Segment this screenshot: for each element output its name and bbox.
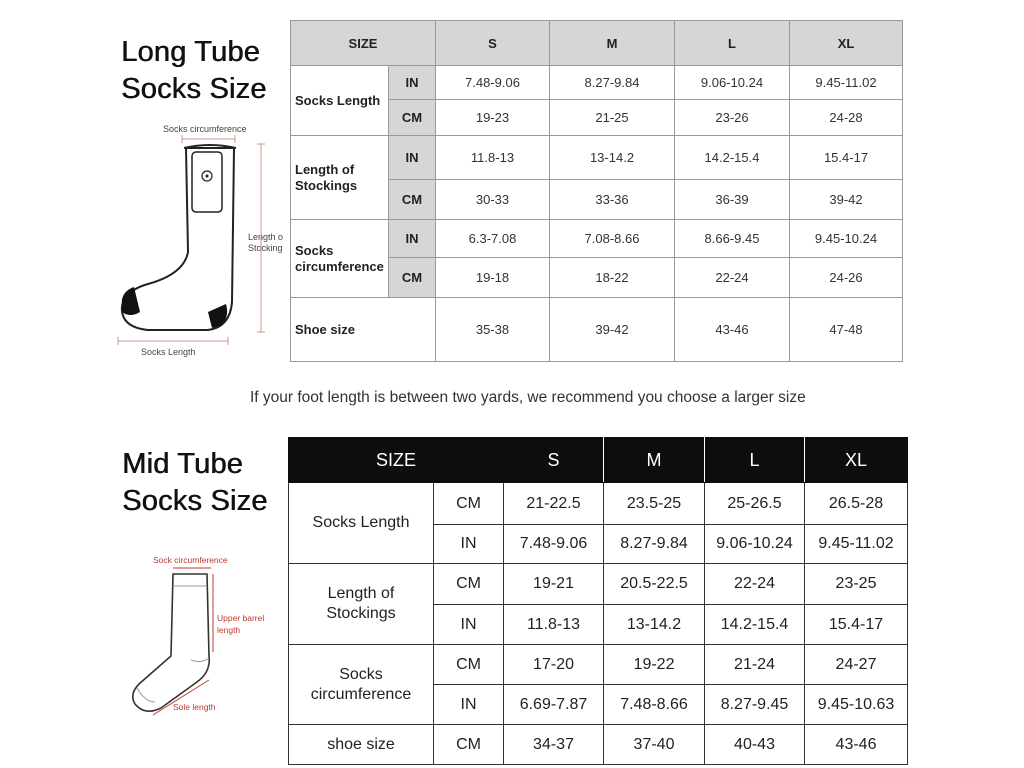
unit-cell: IN [434, 525, 504, 564]
long-header-l: L [675, 21, 790, 66]
long-header-size: SIZE [291, 21, 436, 66]
long-tube-title-line1: Long Tube [121, 36, 260, 68]
table-cell: 7.08-8.66 [550, 220, 675, 258]
table-cell: 19-22 [604, 645, 705, 685]
table-cell: 19-23 [436, 100, 550, 136]
mid-tube-title-line1: Mid Tube [122, 448, 243, 480]
unit-cell: CM [434, 645, 504, 685]
table-row [291, 136, 903, 180]
table-cell: 13-14.2 [550, 136, 675, 180]
long-diagram-length-label-line1: Length o [248, 232, 284, 242]
mid-tube-size-table [288, 437, 908, 765]
table-row [289, 564, 908, 605]
mid-header-l: L [705, 438, 805, 483]
mid-tube-diagram [125, 552, 285, 722]
unit-cell: CM [389, 180, 436, 220]
mid-header-s: S [504, 438, 604, 483]
table-cell: 6.3-7.08 [436, 220, 550, 258]
table-row [289, 483, 908, 525]
table-cell: 9.45-11.02 [805, 525, 908, 564]
label-line: length [217, 625, 241, 635]
table-cell: 20.5-22.5 [604, 564, 705, 605]
table-cell: 34-37 [504, 725, 604, 765]
table-row [291, 220, 903, 258]
unit-cell: IN [389, 220, 436, 258]
long-tube-diagram [108, 122, 290, 362]
label-line: circumference [295, 258, 384, 274]
table-cell: 7.48-9.06 [504, 525, 604, 564]
long-tube-title-line2: Socks Size [121, 73, 267, 105]
unit-cell: IN [434, 685, 504, 725]
table-cell: 39-42 [790, 180, 903, 220]
table-cell: 9.45-11.02 [790, 66, 903, 100]
table-cell: 36-39 [675, 180, 790, 220]
table-cell: 24-27 [805, 645, 908, 685]
table-row [291, 66, 903, 100]
mid-length-stockings-label [289, 564, 434, 645]
mid-header-m: M [604, 438, 705, 483]
table-cell: 15.4-17 [790, 136, 903, 180]
mid-tube-title-line2: Socks Size [122, 485, 268, 517]
unit-cell: IN [389, 136, 436, 180]
table-cell: 21-22.5 [504, 483, 604, 525]
table-cell: 8.27-9.45 [705, 685, 805, 725]
table-cell: 25-26.5 [705, 483, 805, 525]
table-cell: 24-28 [790, 100, 903, 136]
mid-circumference-label [289, 645, 434, 725]
label-line: Socks [295, 242, 334, 258]
unit-cell: CM [434, 564, 504, 605]
table-cell: 11.8-13 [504, 605, 604, 645]
table-cell: 11.8-13 [436, 136, 550, 180]
mid-socks-length-label: Socks Length [289, 483, 434, 564]
long-header-m: M [550, 21, 675, 66]
table-cell: 39-42 [550, 298, 675, 362]
long-sock-icon [108, 122, 290, 362]
unit-cell: CM [434, 725, 504, 765]
table-cell: 9.45-10.63 [805, 685, 908, 725]
table-cell: 7.48-9.06 [436, 66, 550, 100]
mid-header-xl: XL [805, 438, 908, 483]
unit-cell: CM [389, 258, 436, 298]
mid-diagram-sole-label: Sole length [173, 702, 216, 712]
table-cell: 14.2-15.4 [675, 136, 790, 180]
table-cell: 6.69-7.87 [504, 685, 604, 725]
long-diagram-socks-length-label: Socks Length [141, 347, 196, 357]
table-cell: 30-33 [436, 180, 550, 220]
table-cell: 37-40 [604, 725, 705, 765]
label-line: circumference [310, 685, 412, 703]
label-line: Length of [327, 585, 395, 602]
long-tube-title [121, 34, 266, 108]
table-cell: 8.27-9.84 [604, 525, 705, 564]
long-header-xl: XL [790, 21, 903, 66]
size-recommendation-note: If your foot length is between two yards, we recommend you choose a larger size [250, 389, 806, 406]
table-cell: 14.2-15.4 [705, 605, 805, 645]
table-cell: 43-46 [675, 298, 790, 362]
table-cell: 22-24 [675, 258, 790, 298]
mid-shoe-size-label: shoe size [289, 725, 434, 765]
label-line: Upper barrel [217, 613, 265, 623]
table-cell: 19-18 [436, 258, 550, 298]
mid-tube-title [122, 446, 267, 520]
long-diagram-circumference-label: Socks circumference [163, 124, 247, 134]
table-cell: 23-25 [805, 564, 908, 605]
table-cell: 43-46 [805, 725, 908, 765]
table-cell: 21-25 [550, 100, 675, 136]
mid-sock-icon [125, 552, 285, 722]
unit-cell: IN [434, 605, 504, 645]
long-diagram-length-label-line2: Stocking [248, 243, 283, 253]
table-cell: 47-48 [790, 298, 903, 362]
table-cell: 24-26 [790, 258, 903, 298]
label-line: Stockings [326, 605, 396, 622]
table-cell: 40-43 [705, 725, 805, 765]
table-cell: 18-22 [550, 258, 675, 298]
table-cell: 23-26 [675, 100, 790, 136]
label-line: Stockings [295, 177, 358, 193]
table-cell: 26.5-28 [805, 483, 908, 525]
unit-cell: CM [389, 100, 436, 136]
table-cell: 21-24 [705, 645, 805, 685]
table-cell: 9.45-10.24 [790, 220, 903, 258]
mid-diagram-circumference-label: Sock circumference [153, 555, 228, 565]
table-cell: 33-36 [550, 180, 675, 220]
table-cell: 23.5-25 [604, 483, 705, 525]
long-length-stockings-label [291, 136, 389, 220]
table-row [291, 298, 903, 362]
long-shoe-size-label: Shoe size [291, 298, 436, 362]
table-row [289, 725, 908, 765]
long-header-s: S [436, 21, 550, 66]
long-circumference-label [291, 220, 389, 298]
unit-cell: IN [389, 66, 436, 100]
table-cell: 8.27-9.84 [550, 66, 675, 100]
table-cell: 7.48-8.66 [604, 685, 705, 725]
table-cell: 35-38 [436, 298, 550, 362]
table-cell: 9.06-10.24 [705, 525, 805, 564]
table-cell: 15.4-17 [805, 605, 908, 645]
label-line: Socks [339, 665, 383, 683]
table-cell: 9.06-10.24 [675, 66, 790, 100]
long-tube-size-table [290, 20, 903, 362]
table-cell: 13-14.2 [604, 605, 705, 645]
mid-header-size: SIZE [289, 438, 504, 483]
table-row [289, 645, 908, 685]
table-cell: 8.66-9.45 [675, 220, 790, 258]
table-cell: 22-24 [705, 564, 805, 605]
table-cell: 17-20 [504, 645, 604, 685]
table-cell: 19-21 [504, 564, 604, 605]
long-socks-length-label: Socks Length [291, 66, 389, 136]
label-line: Length of [295, 161, 355, 177]
unit-cell: CM [434, 483, 504, 525]
